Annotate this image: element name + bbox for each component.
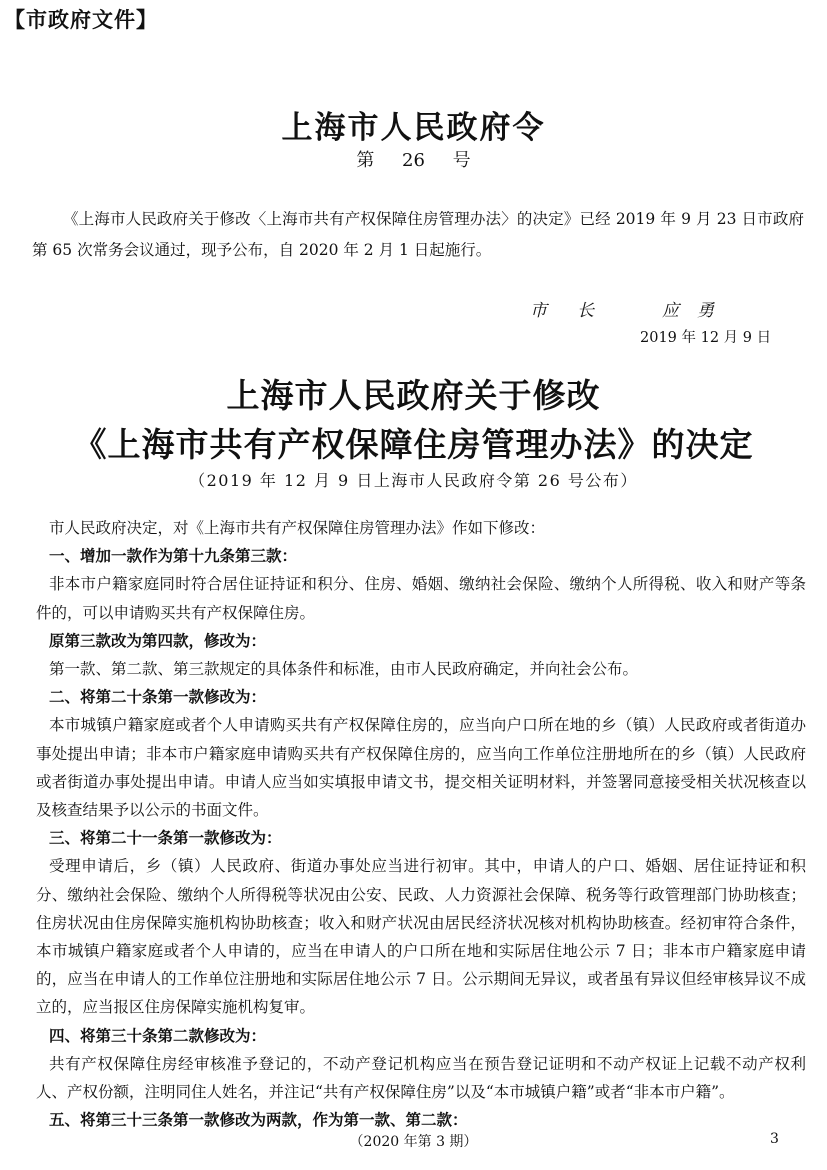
order-title: 上海市人民政府令: [281, 110, 546, 146]
order-preamble: 《上海市人民政府关于修改〈上海市共有产权保障住房管理办法〉的决定》已经 2019 年 9 月 23 日市政府第 65 次常务会议通过，现予公布，自 2020 年 2 月 1 日起施行。: [32, 210, 804, 259]
decision-title-line2: 《上海市共有产权保障住房管理办法》的决定: [73, 425, 754, 464]
amendment-text: 受理申请后，乡（镇）人民政府、街道办事处应当进行初审。其中，申请人的户口、婚姻、居住证持证和积分、缴纳社会保险、缴纳个人所得税等状况由公安、民政、人力资源社会保障、税务等行政管理部门协助核查；住房状况由住房保障实施机构协助核查；收入和财产状况由居民经济状况核对机构协助核查。经初审符合条件，本市城镇户籍家庭或者个人申请的，应当在申请人的户口所在地和实际居住地公示 7 日；非本市户籍家庭申请的，应当在申请人的工作单位注册地和实际居住地公示 7 日。公示期间无异议，或者虽有异议但经审核异议不成立的，应当报区住房保障实施机构复审。: [36, 857, 806, 1017]
issue-footer: （2020 年第 3 期）: [349, 1134, 478, 1150]
order-date: 2019 年 12 月 9 日: [640, 330, 772, 346]
amendment-heading: 原第三款改为第四款，修改为：: [49, 631, 267, 650]
mayor-signature: [530, 296, 732, 321]
amendment-text: 非本市户籍家庭同时符合居住证持证和积分、住房、婚姻、缴纳社会保险、缴纳个人所得税、收入和财产等条件的，可以申请购买共有产权保障住房。: [36, 575, 806, 622]
mayor-name: 应勇: [662, 301, 732, 321]
decision-title-line1: 上海市人民政府关于修改: [226, 376, 601, 415]
amendment-heading: 四、将第三十条第二款修改为：: [49, 1026, 267, 1045]
document-category-tag: 【市政府文件】: [4, 8, 158, 32]
page-number: 3: [770, 1131, 779, 1147]
amendment-heading: 一、增加一款作为第十九条第三款：: [49, 547, 298, 566]
decision-body: [36, 514, 806, 1134]
order-number: 第 26 号: [356, 150, 471, 171]
amendment-text: 本市城镇户籍家庭或者个人申请购买共有产权保障住房的，应当向户口所在地的乡（镇）人民政府或者街道办事处提出申请；非本市户籍家庭申请购买共有产权保障住房的，应当向工作单位注册地所在的乡（镇）人民政府或者街道办事处提出申请。申请人应当如实填报申请文书，提交相关证明材料，并签署同意接受相关状况核查以及核查结果予以公示的书面文件。: [36, 716, 806, 820]
amendment-heading: 五、将第三十三条第一款修改为两款，作为第一款、第二款：: [49, 1111, 468, 1130]
amendment-text: 共有产权保障住房经审核准予登记的，不动产登记机构应当在预告登记证明和不动产权证上记载不动产权利人、产权份额，注明同住人姓名，并注记“共有产权保障住房”以及“本市城镇户籍”或者“非本市户籍”。: [36, 1054, 806, 1102]
amendment-text: 第一款、第二款、第三款规定的具体条件和标准，由市人民政府确定，并向社会公布。: [49, 660, 639, 679]
decision-subtitle: （2019 年 12 月 9 日上海市人民政府令第 26 号公布）: [189, 471, 638, 490]
amendment-heading: 二、将第二十条第一款修改为：: [49, 688, 267, 707]
mayor-label: 市长: [530, 301, 624, 321]
intro-paragraph: 市人民政府决定，对《上海市共有产权保障住房管理办法》作如下修改：: [49, 519, 546, 537]
amendment-heading: 三、将第二十一条第一款修改为：: [49, 829, 282, 848]
